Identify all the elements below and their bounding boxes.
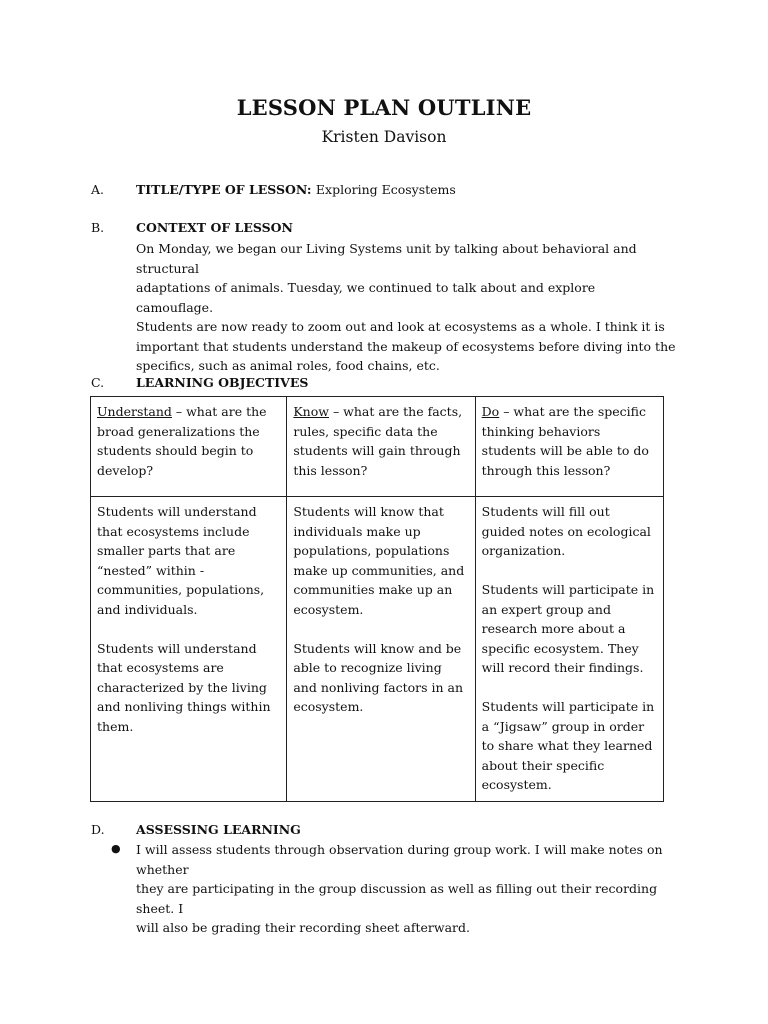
know-label: Know xyxy=(293,404,329,419)
section-c-heading: LEARNING OBJECTIVES xyxy=(136,375,309,390)
section-d-heading: ASSESSING LEARNING xyxy=(136,822,301,837)
section-b-heading: CONTEXT OF LESSON xyxy=(136,220,293,235)
do-objective: Students will participate in an expert group and research more about a specific ecosystem. They will record their findings. xyxy=(481,582,655,675)
understand-body-cell xyxy=(91,497,287,802)
do-question: – what are the specific thinking behaviors students will be able to do through this lesson? xyxy=(481,404,649,478)
understand-objective: Students will understand that ecosystems are characterized by the living and nonliving things within them. xyxy=(97,640,271,734)
know-header-cell xyxy=(287,397,475,497)
section-a-heading xyxy=(136,182,456,197)
understand-label: Understand xyxy=(97,404,172,419)
learning-objectives-table xyxy=(90,396,664,802)
know-objective: Students will know and be able to recognize living and nonliving factors in an ecosystem. xyxy=(293,640,464,714)
do-objective: Students will fill out guided notes on ecological organization. xyxy=(481,504,651,558)
context-line: important that students understand the makeup of ecosystems before diving into the xyxy=(136,338,676,354)
assessment-paragraph xyxy=(136,840,676,938)
understand-question: – what are the broad generalizations the students should begin to develop? xyxy=(97,404,267,478)
know-objective: Students will know that individuals make up populations, populations make up communities, and communities make up an ecosystem. xyxy=(293,504,465,617)
assessment-line: they are participating in the group discussion as well as filling out their recording sheet. I xyxy=(136,881,658,916)
do-body-cell xyxy=(475,497,663,802)
lesson-title: Exploring Ecosystems xyxy=(315,182,456,197)
understand-objective: Students will understand that ecosystems include smaller parts that are “nested” within - communities, populations, and individuals. xyxy=(97,504,265,617)
assessment-line: will also be grading their recording sheet afterward. xyxy=(136,920,471,935)
bullet-icon: ● xyxy=(111,842,121,855)
context-line: specifics, such as animal roles, food chains, etc. xyxy=(136,358,440,373)
document-title: LESSON PLAN OUTLINE xyxy=(236,95,532,120)
author-name: Kristen Davison xyxy=(321,128,447,146)
do-header-cell xyxy=(475,397,663,497)
do-objective: Students will participate in a “Jigsaw” group in order to share what they learned about their specific ecosystem. xyxy=(481,699,655,792)
do-label: Do xyxy=(481,404,500,419)
understand-header-cell xyxy=(91,397,287,497)
context-line: On Monday, we began our Living Systems unit by talking about behavioral and structural xyxy=(136,241,637,276)
context-paragraph xyxy=(136,239,676,376)
section-b-letter: B. xyxy=(91,220,105,235)
assessment-line: I will assess students through observation during group work. I will make notes on whether xyxy=(136,842,663,877)
table-header-row xyxy=(91,397,664,497)
section-a-label: TITLE/TYPE OF LESSON: xyxy=(136,182,312,197)
section-d-letter: D. xyxy=(91,822,105,837)
context-line: Students are now ready to zoom out and look at ecosystems as a whole. I think it is xyxy=(136,319,665,334)
know-body-cell xyxy=(287,497,475,802)
context-line: adaptations of animals. Tuesday, we continued to talk about and explore camouflage. xyxy=(136,280,596,315)
know-question: – what are the facts, rules, specific data the students will gain through this lesson? xyxy=(293,404,463,478)
section-c-letter: C. xyxy=(91,375,105,390)
section-a-letter: A. xyxy=(91,182,105,197)
table-body-row xyxy=(91,497,664,802)
